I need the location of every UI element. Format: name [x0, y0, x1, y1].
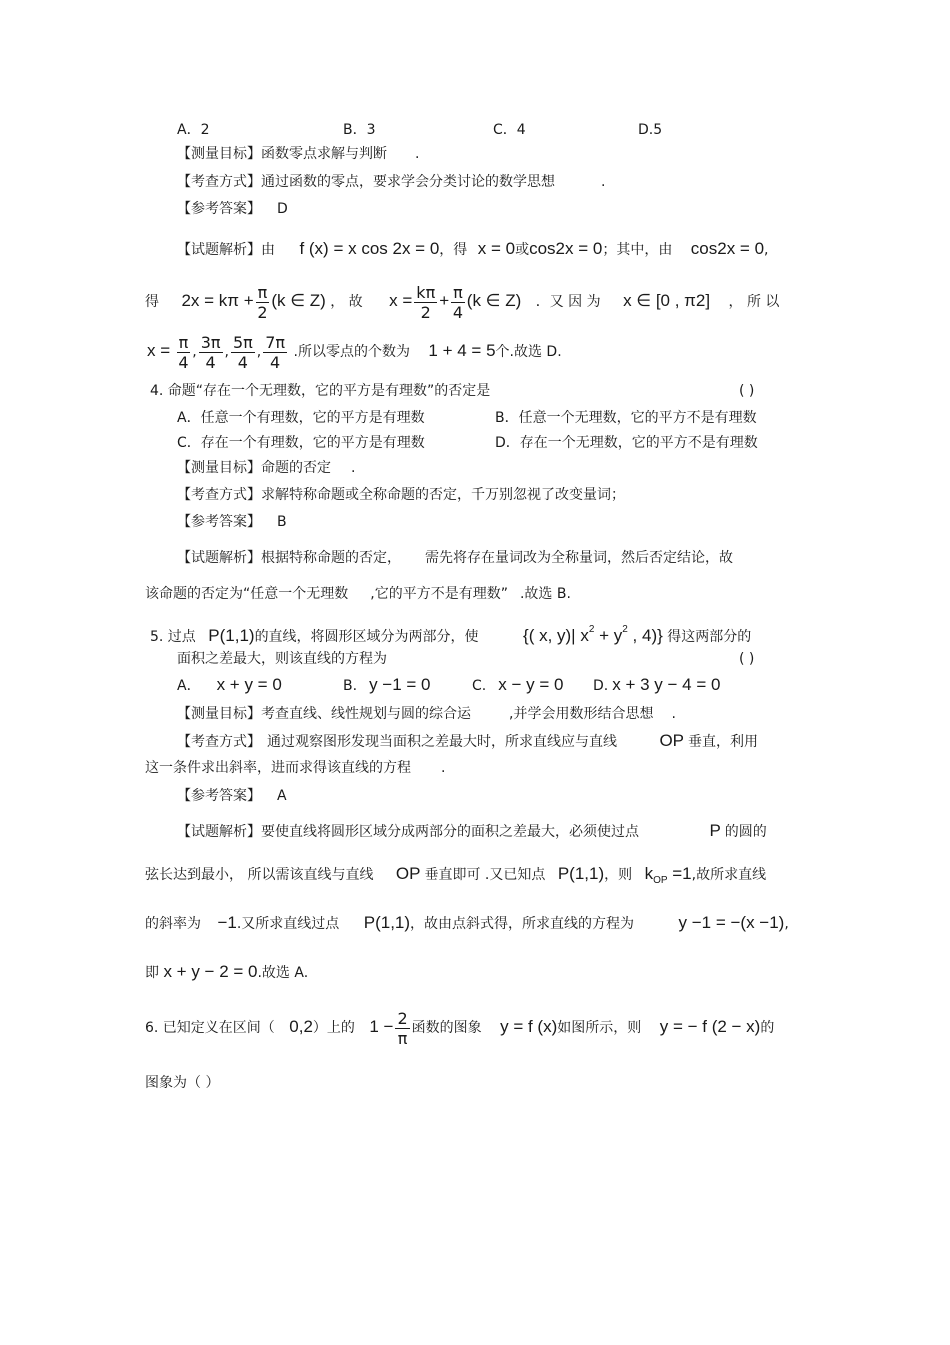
text: ）上的	[312, 1020, 355, 1036]
math: P(1,1)	[363, 913, 411, 932]
math: −1	[217, 913, 237, 932]
q5-option-c: C. x − y = 0	[472, 675, 564, 694]
text: 得	[145, 294, 159, 310]
text: 需先将存在量词改为全称量词，然后否定结论，故	[425, 550, 733, 566]
q3-target: 【测量目标】函数零点求解与判断 .	[177, 146, 420, 162]
text: 根据特称命题的否定，	[261, 550, 401, 566]
text: ,故所求直线	[691, 867, 767, 883]
q6-stem-line1	[145, 1006, 774, 1049]
text: 函数的图象	[411, 1020, 482, 1036]
math: {( x, y)| $x^2 + y^2$ , 4)}	[523, 624, 663, 645]
q3-answer	[177, 199, 288, 219]
value: B	[277, 514, 287, 530]
text: 的直线，将圆形区域分为两部分，使	[254, 629, 479, 645]
text: 的斜率为	[145, 916, 201, 932]
text: ．又 因 为	[535, 294, 601, 310]
text: 的	[760, 1020, 775, 1036]
q4-option-a: A．任意一个有理数，它的平方是有理数	[177, 410, 425, 426]
q4-option-c: C．存在一个有理数，它的平方是有理数	[177, 435, 425, 451]
math: 1 + 4 = 5	[428, 341, 496, 360]
text: ；其中，由	[602, 242, 673, 258]
math: x + y − 2 = 0	[163, 962, 258, 981]
text: 求解特称命题或全称命题的否定，千万别忽视了改变量词；	[261, 487, 625, 503]
text: ，故由点斜式得，所求直线的方程为	[410, 916, 635, 932]
q3-option-a: A．2	[177, 122, 210, 138]
math: f (x) = x cos 2x = 0	[299, 239, 440, 258]
math: x =	[147, 341, 171, 360]
text: 弦长达到最小， 所以需该直线与直线	[145, 867, 374, 883]
label: 【参考答案】	[177, 788, 261, 804]
text: 个.故选 D.	[495, 344, 562, 360]
math: x ∈ [0 , π2]	[623, 291, 711, 310]
q5-option-a: A． x + y = 0	[177, 675, 282, 694]
math: 1 −	[369, 1017, 394, 1036]
text: 由	[261, 242, 275, 258]
fraction: $\frac{5\pi}{4}$	[232, 332, 253, 372]
math: x =	[389, 291, 413, 310]
text: .又所求直线过点	[236, 916, 340, 932]
text: ， 所 以	[728, 294, 780, 310]
q4-option-b: B．任意一个无理数，它的平方不是有理数	[495, 410, 757, 426]
fraction: $\frac{\pi}{4}$	[178, 332, 189, 372]
q5-stem-line2: 面积之差最大，则该直线的方程为	[177, 651, 387, 667]
math: cos2x = 0	[690, 239, 765, 258]
text: 垂直，利用	[688, 734, 759, 750]
q3-option-d: D.5	[638, 122, 663, 138]
q5-target: 【测量目标】考查直线、线性规划与圆的综合运 ,并学会用数形结合思想 .	[177, 706, 676, 722]
fraction: $\frac{\pi}{4}$	[452, 282, 464, 322]
math: P(1,1)	[557, 864, 605, 883]
q3-analysis-line1: 【试题解析】由 f (x) = x cos 2x = 0，得 x = 0或cos2x = 0；其中，由 cos2x = 0,	[177, 239, 769, 258]
math: P(1,1)	[208, 626, 255, 645]
text: 5. 过点	[150, 629, 196, 645]
q4-option-d: D．存在一个无理数，它的平方不是有理数	[495, 435, 758, 451]
fraction: $\frac{2}{\pi}$	[397, 1008, 408, 1048]
q5-answer	[177, 786, 287, 806]
text: 考查直线、线性规划与圆的综合运	[261, 706, 471, 722]
fraction: $\frac{3\pi}{4}$	[200, 332, 221, 372]
q3-option-b: B．3	[343, 122, 376, 138]
math: cos2x = 0	[529, 239, 603, 258]
q3-option-c: C．4	[493, 122, 526, 138]
math: 0,2	[289, 1017, 313, 1036]
text: ,它的平方不是有理数”	[370, 586, 508, 602]
math: OP	[659, 731, 685, 750]
q3-analysis-line3: x = $\frac{\pi}{4}$ , $\frac{3\pi}{4}$ , $\frac{5\pi}{4}$ , $\frac{7\pi}{4}$ .所以零点的个数为 1 + 4 = 5个.故选 D.	[147, 332, 562, 372]
text: ,并学会用数形结合思想	[509, 706, 654, 722]
q4-target: 【测量目标】命题的否定 .	[177, 460, 356, 476]
q4-answer	[177, 512, 287, 532]
value: A	[277, 788, 287, 804]
q5-analysis-line2	[145, 864, 766, 891]
fraction: $\frac{\pi}{2}$	[257, 282, 268, 322]
q5-stem-line1	[150, 620, 751, 647]
q5-analysis-line3: 的斜率为 −1.又所求直线过点 P(1,1)，故由点斜式得，所求直线的方程为 y −1 = −(x −1),	[145, 913, 789, 932]
text: 要使直线将圆形区域分成两部分的面积之差最大，必须使过点	[261, 824, 639, 840]
q5-method-line1	[177, 731, 758, 752]
label: 【试题解析】	[177, 824, 261, 840]
q4-bracket: ( )	[739, 383, 755, 399]
fraction: $\frac{k\pi}{2}$	[416, 282, 436, 322]
math: y = − f (2 − x)	[659, 1017, 761, 1036]
label: 【试题解析】	[177, 550, 261, 566]
text: 如图所示，则	[557, 1020, 642, 1036]
math: $k_{OP} =1$	[644, 864, 692, 886]
text: ， 故	[330, 294, 363, 310]
text: 命题的否定	[261, 460, 331, 476]
label: 【试题解析】	[177, 242, 261, 258]
q4-analysis-line1	[177, 548, 733, 568]
text: 或	[515, 242, 530, 258]
text: 即	[145, 965, 159, 981]
math: y = f (x)	[500, 1017, 558, 1036]
label: 【测量目标】	[177, 460, 261, 476]
q3-analysis-line2: 得 2x = kπ + $\frac{\pi}{2}$ (k ∈ Z) ， 故 x = $\frac{k\pi}{2}$ + $\frac{\pi}{4}$ (k ∈ Z) ．又 因 为 x ∈ [0 , π2] ， 所 以	[145, 282, 780, 322]
text: 通过观察图形发现当面积之差最大时，所求直线应与直线	[267, 734, 617, 750]
math: OP	[395, 864, 421, 883]
value: D	[277, 201, 288, 217]
text: ，则	[604, 867, 633, 883]
q6-stem-line2: 图象为（ ）	[145, 1075, 220, 1091]
q5-bracket: ( )	[739, 651, 755, 667]
text: ，得	[439, 242, 468, 258]
label: 【考查方式】	[177, 734, 261, 750]
text: 该命题的否定为“任意一个无理数	[145, 586, 349, 602]
q5-analysis-line4	[145, 962, 308, 983]
label: 【测量目标】	[177, 706, 261, 722]
text: 这一条件求出斜率，进而求得该直线的方程	[145, 760, 411, 776]
label: 【考查方式】	[177, 487, 261, 503]
q4-method	[177, 485, 625, 505]
label: 【参考答案】	[177, 514, 261, 530]
text: 函数零点求解与判断	[261, 146, 387, 162]
label: 【参考答案】	[177, 201, 261, 217]
text: 垂直即可 .又已知点	[424, 867, 546, 883]
q5-method-line2: 这一条件求出斜率，进而求得该直线的方程 .	[145, 760, 446, 776]
q5-option-b: B. y −1 = 0	[343, 675, 431, 694]
math: 2x = kπ +	[181, 291, 254, 310]
math: (k ∈ Z)	[466, 291, 522, 310]
text: 6. 已知定义在区间（	[145, 1020, 275, 1036]
q3-method: 【考查方式】通过函数的零点，要求学会分类讨论的数学思想 .	[177, 174, 606, 190]
label: 【测量目标】	[177, 146, 261, 162]
q4-stem: 4. 命题“存在一个无理数，它的平方是有理数”的否定是	[150, 383, 491, 399]
label: 【考查方式】	[177, 174, 261, 190]
math: P	[709, 821, 721, 840]
text: 通过函数的零点，要求学会分类讨论的数学思想	[261, 174, 555, 190]
math: x = 0	[477, 239, 516, 258]
q5-analysis-line1	[177, 821, 767, 842]
text: 的圆的	[724, 824, 767, 840]
q5-option-d: D. x + 3 y − 4 = 0	[593, 675, 721, 694]
text: .故选 A.	[257, 965, 309, 981]
fraction: $\frac{7\pi}{4}$	[265, 332, 286, 372]
text: 得这两部分的	[667, 629, 752, 645]
q4-analysis-line2	[145, 584, 571, 604]
math: (k ∈ Z)	[271, 291, 326, 310]
text: .故选 B.	[519, 586, 571, 602]
text: .所以零点的个数为	[293, 344, 410, 360]
math: y −1 = −(x −1)	[678, 913, 785, 932]
